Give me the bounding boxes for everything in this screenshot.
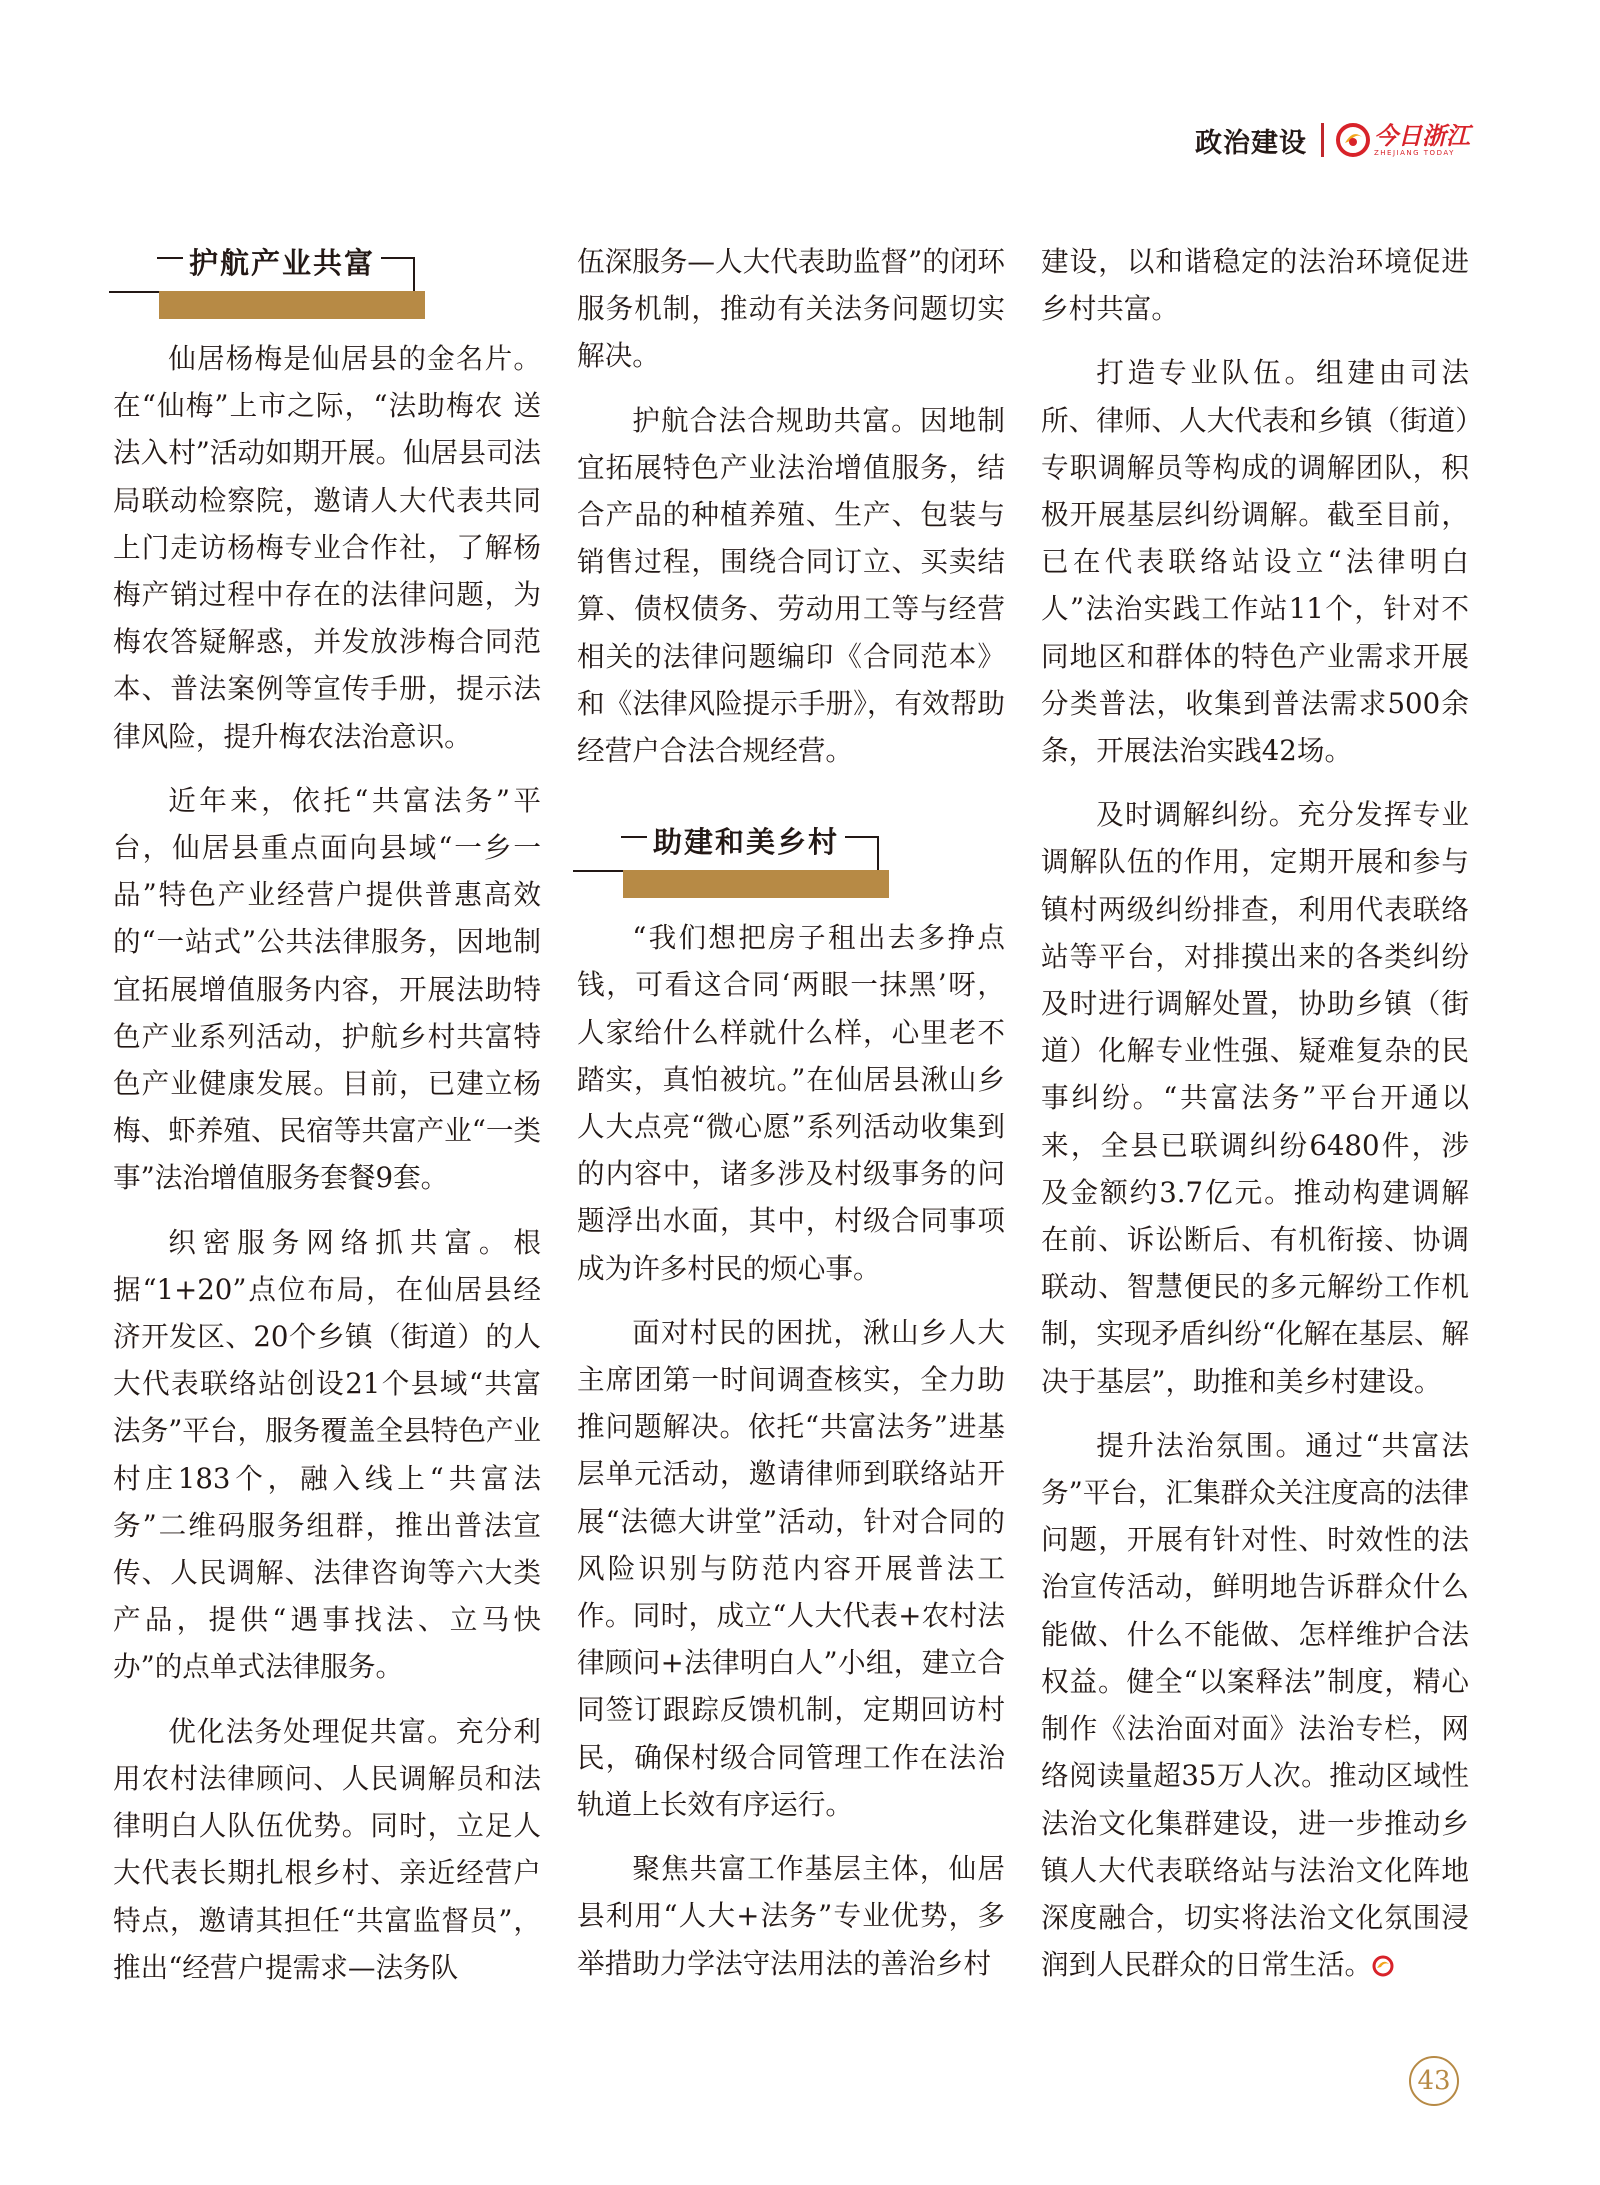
logo-swirl-icon [1336,123,1370,157]
heading-rule-vertical [877,836,879,870]
page-number: 43 [1409,2056,1459,2106]
column-1 [113,235,541,2008]
heading-rule-lower [573,870,623,872]
heading-rule-vertical [413,257,415,291]
paragraph: “我们想把房子租出去多挣点钱，可看这合同‘两眼一抹黑’呀，人家给什么样就什么样，心里老不踏实，真怕被坑。”在仙居县湫山乡人大点亮“微心愿”系列活动收集到的内容中，诸多涉及村级事务的问题浮出水面，其中，村级合同事项成为许多村民的烦心事。 [577,921,1005,1285]
column-3 [1041,238,1469,2005]
logo-text-cn: 今日浙江 [1374,120,1470,150]
paragraph: 护航合法合规助共富。因地制宜拓展特色产业法治增值服务，结合产品的种植养殖、生产、包装与销售过程，围绕合同订立、买卖结算、债权债务、劳动用工等与经营相关的法律问题编印《合同范本》和《法律风险提示手册》，有效帮助经营户合法合规经营。 [577,403,1005,768]
paragraph-continued: 伍深服务—人大代表助监督”的闭环服务机制，推动有关法务问题切实解决。 [577,245,1006,373]
section-heading-2 [577,814,1005,900]
section-heading-1 [113,235,541,321]
paragraph: 聚焦共富工作基层主体，仙居县利用“人大+法务”专业优势，多举措助力学法守法用法的善治乡村 [577,1852,1005,1980]
paragraph: 优化法务处理促共富。充分利用农村法律顾问、人民调解员和法律明白人队伍优势。同时，立足人大代表长期扎根乡村、亲近经营户特点，邀请其担任“共富监督员”，推出“经营户提需求—法务队 [113,1714,541,1984]
paragraph: 织密服务网络抓共富。根据“1+20”点位布局，在仙居县经济开发区、20个乡镇（街道）的人大代表联络站创设21个县域“共富法务”平台，服务覆盖全县特色产业村庄183个，融入线上“共富法务”二维码服务组群，推出普法宣传、人民调解、法律咨询等六大类产品，提供“遇事找法、立马快办”的点单式法律服务。 [113,1225,542,1684]
paragraph [1041,1422,1469,1988]
header-divider [1321,123,1324,157]
section-label: 政治建设 [1195,127,1307,159]
section-title-2: 助建和美乡村 [647,822,845,862]
paragraph-text: 提升法治氛围。通过“共富法务”平台，汇集群众关注度高的法律问题，开展有针对性、时效性的法治宣传活动，鲜明地告诉群众什么能做、什么不能做、怎样维护合法权益。健全“以案释法”制度，精心制作《法治面对面》法治专栏，网络阅读量超35万人次。推动区域性法治文化集群建设，进一步推动乡镇人大代表联络站与法治文化阵地深度融合，切实将法治文化氛围浸润到人民群众的日常生活。 [1041,1428,1470,1982]
paragraph: 面对村民的困扰，湫山乡人大主席团第一时间调查核实，全力助推问题解决。依托“共富法务”进基层单元活动，邀请律师到联络站开展“法德大讲堂”活动，针对合同的风险识别与防范内容开展普法工作。同时，成立“人大代表+农村法律顾问+法律明白人”小组，建立合同签订跟踪反馈机制，定期回访村民，确保村级合同管理工作在法治轨道上长效有序运行。 [577,1315,1005,1821]
paragraph: 仙居杨梅是仙居县的金名片。在“仙梅”上市之际，“法助梅农 送法入村”活动如期开展。仙居县司法局联动检察院，邀请人大代表共同上门走访杨梅专业合作社，了解杨梅产销过程中存在的法律问题，为梅农答疑解惑，并发放涉梅合同范本、普法案例等宣传手册，提示法律风险，提升梅农法治意识。 [113,342,542,753]
section-title-1: 护航产业共富 [183,243,381,283]
page-header [1195,118,1470,162]
magazine-logo [1336,120,1470,157]
paragraph-continued: 建设，以和谐稳定的法治环境促进乡村共富。 [1041,245,1469,326]
heading-rule-lower [109,291,159,293]
column-2 [577,238,1005,2004]
paragraph: 近年来，依托“共富法务”平台，仙居县重点面向县域“一乡一品”特色产业经营户提供普惠高效的“一站式”公共法律服务，因地制宜拓展增值服务内容，开展法助特色产业系列活动，护航乡村共富特色产业健康发展。目前，已建立杨梅、虾养殖、民宿等共富产业“一类事”法治增值服务套餐9套。 [113,783,542,1195]
article-end-icon [1372,1955,1394,1977]
paragraph: 及时调解纠纷。充分发挥专业调解队伍的作用，定期开展和参与镇村两级纠纷排查，利用代表联络站等平台，对排摸出来的各类纠纷及时进行调解处置，协助乡镇（街道）化解专业性强、疑难复杂的民事纠纷。“共富法务”平台开通以来，全县已联调纠纷6480件，涉及金额约3.7亿元。推动构建调解在前、诉讼断后、有机衔接、协调联动、智慧便民的多元解纷工作机制，实现矛盾纠纷“化解在基层、解决于基层”，助推和美乡村建设。 [1041,798,1470,1398]
logo-text-en: ZHEJIANG TODAY [1374,148,1455,157]
heading-gold-bar [623,870,889,898]
paragraph: 打造专业队伍。组建由司法所、律师、人大代表和乡镇（街道）专职调解员等构成的调解团队，积极开展基层纠纷调解。截至目前，已在代表联络站设立“法律明白人”法治实践工作站11个，针对不同地区和群体的特色产业需求开展分类普法，收集到普法需求500余条，开展法治实践42场。 [1041,356,1469,768]
heading-gold-bar [159,291,425,319]
